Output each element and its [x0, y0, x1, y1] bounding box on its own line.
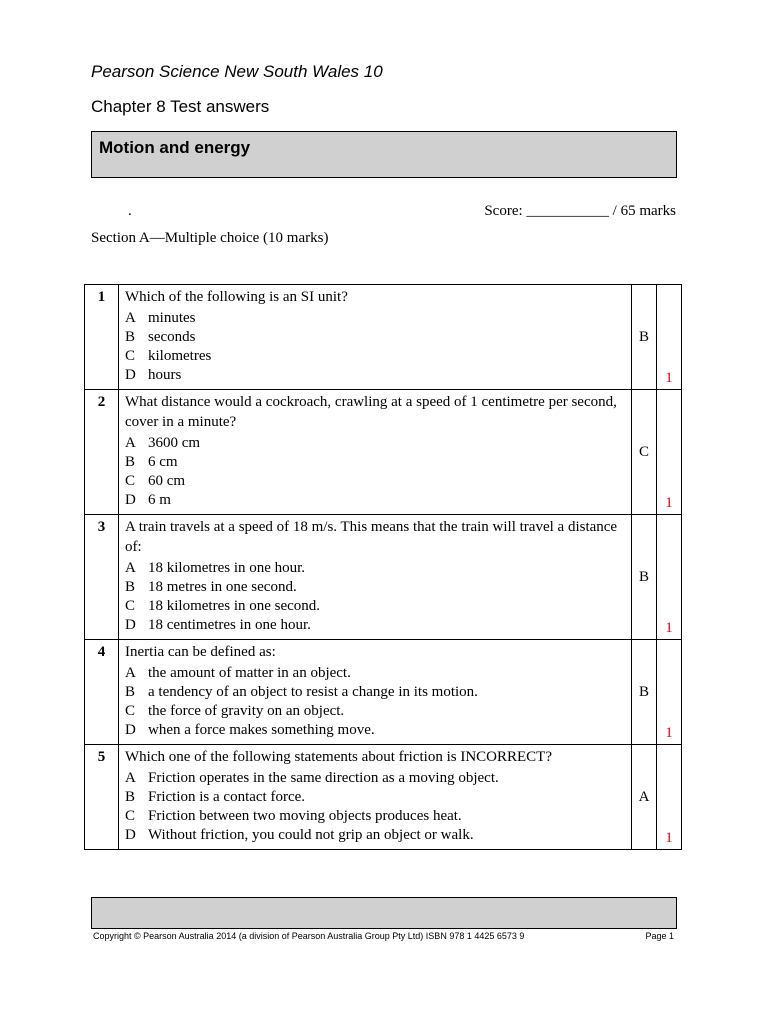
answer-option — [125, 769, 625, 788]
option-text: 18 centimetres in one hour. — [148, 617, 311, 633]
option-text: Friction between two moving objects produces heat. — [148, 808, 462, 824]
answer-option — [125, 788, 625, 807]
question-cell — [119, 745, 632, 850]
option-letter: D — [125, 617, 136, 633]
question-cell — [119, 515, 632, 640]
book-title: Pearson Science New South Wales 10 — [91, 62, 383, 81]
chapter-title: Chapter 8 Test answers — [91, 97, 270, 116]
answer-option — [125, 826, 625, 845]
option-letter: D — [125, 722, 136, 738]
option-text: 6 m — [148, 492, 171, 508]
option-text: Without friction, you could not grip an object or walk. — [148, 827, 474, 843]
question-number: 3 — [97, 519, 106, 535]
topic-banner — [91, 131, 677, 178]
option-text: 6 cm — [148, 454, 178, 470]
questions-table — [84, 284, 682, 850]
marks-value: 1 — [665, 495, 673, 511]
option-text: 18 metres in one second. — [148, 579, 297, 595]
answer-option — [125, 683, 625, 702]
section-heading: Section A—Multiple choice (10 marks) — [91, 230, 329, 246]
option-text: Friction operates in the same direction as a moving object. — [148, 770, 499, 786]
option-text: the force of gravity on an object. — [148, 703, 345, 719]
question-cell — [119, 390, 632, 515]
question-number-cell — [85, 640, 119, 745]
question-number: 5 — [97, 749, 106, 765]
answer-option — [125, 434, 625, 453]
answer-cell: C — [632, 390, 657, 515]
answer-cell: B — [632, 285, 657, 390]
answer-option — [125, 616, 625, 635]
option-letter: A — [125, 770, 136, 786]
answer-option — [125, 309, 625, 328]
copyright-text: Copyright © Pearson Australia 2014 (a division of Pearson Australia Group Pty Ltd) ISBN 978 1 4425 6573 9 — [93, 931, 525, 941]
name-dot: . — [128, 203, 132, 219]
question-row — [85, 745, 682, 850]
option-text: hours — [148, 367, 182, 383]
option-text: when a force makes something move. — [148, 722, 375, 738]
option-text: seconds — [148, 329, 196, 345]
option-text: Friction is a contact force. — [148, 789, 306, 805]
marks-cell — [657, 515, 682, 640]
marks-cell — [657, 390, 682, 515]
option-text: 18 kilometres in one hour. — [148, 560, 306, 576]
question-stem: Inertia can be defined as: — [125, 644, 276, 660]
answer-option — [125, 597, 625, 616]
answer-option — [125, 328, 625, 347]
option-text: kilometres — [148, 348, 212, 364]
option-letter: B — [125, 789, 136, 805]
question-cell — [119, 285, 632, 390]
option-text: 60 cm — [148, 473, 186, 489]
answer-option — [125, 578, 625, 597]
option-text: minutes — [148, 310, 196, 326]
page-number: Page 1 — [645, 931, 674, 941]
question-number-cell — [85, 390, 119, 515]
question-stem: What distance would a cockroach, crawling at a speed of 1 centimetre per second, cover in a minute? — [125, 394, 617, 430]
option-text: 3600 cm — [148, 435, 201, 451]
question-stem: Which one of the following statements about friction is INCORRECT? — [125, 749, 553, 765]
question-number: 2 — [97, 394, 106, 410]
marks-value: 1 — [665, 725, 673, 741]
answer-cell: A — [632, 745, 657, 850]
option-letter: C — [125, 808, 136, 824]
option-letter: D — [125, 367, 136, 383]
answer-option — [125, 347, 625, 366]
marks-value: 1 — [665, 620, 673, 636]
question-cell — [119, 640, 632, 745]
marks-cell — [657, 640, 682, 745]
option-letter: A — [125, 310, 136, 326]
questions-body — [85, 285, 682, 850]
answer-option — [125, 472, 625, 491]
marks-cell — [657, 285, 682, 390]
option-letter: C — [125, 703, 136, 719]
answer-cell: B — [632, 640, 657, 745]
answer-option — [125, 702, 625, 721]
option-letter: A — [125, 665, 136, 681]
option-letter: B — [125, 579, 136, 595]
question-row — [85, 515, 682, 640]
option-letter: B — [125, 684, 136, 700]
question-number-cell — [85, 515, 119, 640]
question-stem: A train travels at a speed of 18 m/s. This means that the train will travel a distance of: — [125, 519, 618, 555]
marks-cell — [657, 745, 682, 850]
answer-option — [125, 366, 625, 385]
option-letter: C — [125, 598, 136, 614]
marks-value: 1 — [665, 830, 673, 846]
question-number: 1 — [97, 289, 106, 305]
question-stem: Which of the following is an SI unit? — [125, 289, 348, 305]
option-text: 18 kilometres in one second. — [148, 598, 321, 614]
question-number: 4 — [97, 644, 106, 660]
question-row — [85, 640, 682, 745]
marks-value: 1 — [665, 370, 673, 386]
question-number-cell — [85, 745, 119, 850]
option-letter: A — [125, 560, 136, 576]
option-letter: D — [125, 492, 136, 508]
option-letter: D — [125, 827, 136, 843]
option-text: the amount of matter in an object. — [148, 665, 351, 681]
option-letter: B — [125, 454, 136, 470]
option-text: a tendency of an object to resist a change in its motion. — [148, 684, 478, 700]
option-letter: C — [125, 473, 136, 489]
answer-option — [125, 491, 625, 510]
answer-option — [125, 721, 625, 740]
answer-option — [125, 453, 625, 472]
answer-option — [125, 807, 625, 826]
option-letter: C — [125, 348, 136, 364]
option-letter: A — [125, 435, 136, 451]
answer-option — [125, 664, 625, 683]
question-number-cell — [85, 285, 119, 390]
question-row — [85, 285, 682, 390]
option-letter: B — [125, 329, 136, 345]
question-row — [85, 390, 682, 515]
answer-cell: B — [632, 515, 657, 640]
topic-title: Motion and energy — [99, 138, 251, 157]
footer-banner — [91, 897, 677, 929]
answer-option — [125, 559, 625, 578]
score-line: Score: ___________ / 65 marks — [484, 203, 676, 219]
